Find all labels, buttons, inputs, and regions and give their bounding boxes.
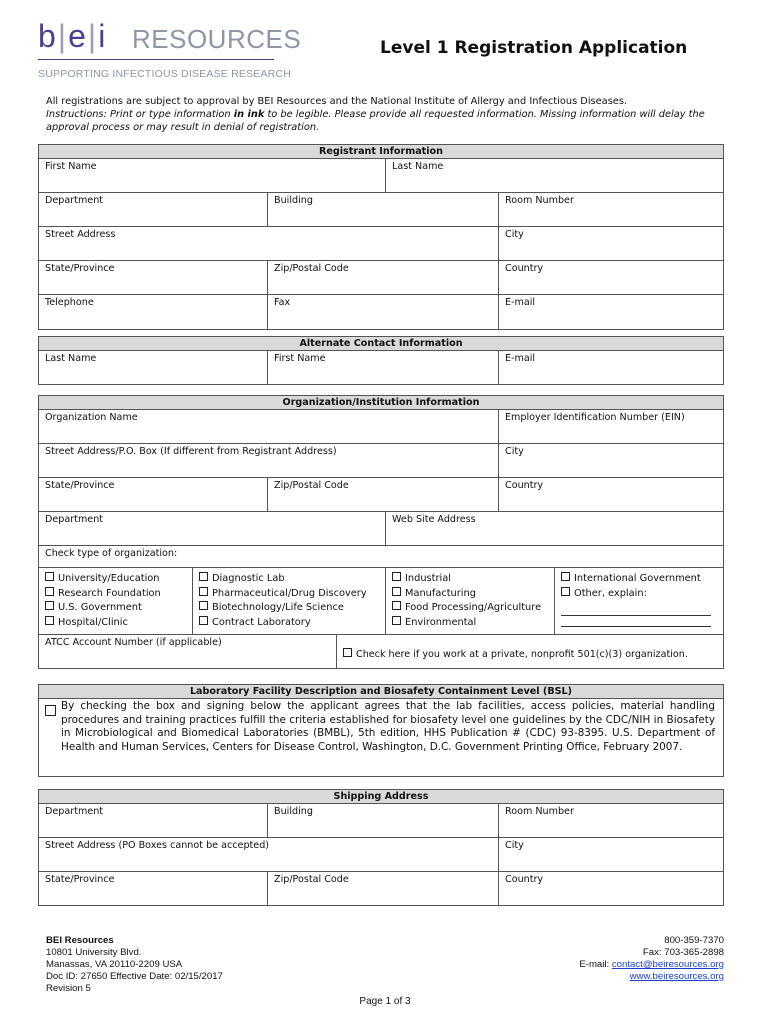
org-country-field[interactable]: Country (505, 480, 544, 491)
page-number: Page 1 of 3 (359, 996, 411, 1007)
ship-department-field[interactable]: Department (39, 804, 268, 837)
section-title: Shipping Address (39, 790, 723, 804)
section-title: Organization/Institution Information (39, 396, 723, 410)
ship-room-field[interactable]: Room Number (505, 806, 574, 817)
fax-field[interactable]: Fax (268, 295, 499, 329)
nonprofit-checkbox[interactable]: Check here if you work at a private, nonprofit 501(c)(3) organization. (336, 634, 723, 668)
email-link[interactable]: contact@beiresources.org (611, 959, 724, 970)
checkbox-hospital[interactable]: Hospital/Clinic (45, 616, 186, 631)
footer-contact: 800-359-7370 Fax: 703-365-2898 E-mail: contact@beiresources.org www.beiresources.org (579, 935, 724, 982)
ship-zip-field[interactable]: Zip/Postal Code (268, 872, 499, 905)
ship-city-field[interactable]: City (505, 840, 524, 851)
ship-state-field[interactable]: State/Province (39, 872, 268, 905)
checkbox-international-government[interactable]: International Government (561, 572, 717, 587)
alternate-contact-section (38, 336, 724, 385)
department-field[interactable]: Department (39, 193, 268, 226)
section-title: Registrant Information (39, 145, 723, 159)
atcc-account-field[interactable]: ATCC Account Number (if applicable) (45, 637, 222, 648)
other-explain-line-2[interactable] (561, 616, 711, 627)
street-address-field[interactable]: Street Address (39, 227, 499, 260)
city-field[interactable]: City (505, 229, 524, 240)
checkbox-pharmaceutical[interactable]: Pharmaceutical/Drug Discovery (199, 587, 379, 602)
website-link[interactable]: www.beiresources.org (629, 971, 724, 982)
check-type-label: Check type of organization: (45, 548, 178, 559)
org-type-column-1 (39, 568, 193, 634)
checkbox-environmental[interactable]: Environmental (392, 616, 548, 631)
checkbox-biotechnology[interactable]: Biotechnology/Life Science (199, 601, 379, 616)
org-city-field[interactable]: City (505, 446, 524, 457)
checkbox-us-government[interactable]: U.S. Government (45, 601, 186, 616)
alt-last-name-field[interactable]: Last Name (39, 351, 268, 384)
logo-bei: b|e|i (38, 18, 107, 54)
checkbox-food-processing[interactable]: Food Processing/Agriculture (392, 601, 548, 616)
org-type-column-4 (555, 568, 723, 634)
lab-facility-section (38, 684, 724, 777)
telephone-field[interactable]: Telephone (39, 295, 268, 329)
checkbox-contract-lab[interactable]: Contract Laboratory (199, 616, 379, 631)
registrant-section (38, 144, 724, 330)
alt-first-name-field[interactable]: First Name (268, 351, 499, 384)
section-title: Alternate Contact Information (39, 337, 723, 351)
logo-divider (38, 59, 274, 60)
zip-field[interactable]: Zip/Postal Code (268, 261, 499, 294)
bsl-agreement-checkbox[interactable] (45, 705, 56, 716)
checkbox-university[interactable]: University/Education (45, 572, 186, 587)
checkbox-manufacturing[interactable]: Manufacturing (392, 587, 548, 602)
bsl-agreement-text: By checking the box and signing below the applicant agrees that the lab facilities, access policies, material handling procedures and training practices fulfill the criteria established for biosafety level one guidelines by the CDC/NIH in Biosafety in Microbiological and Biomedical Laboratories (BMBL), 5th edition, HHS Publication # (CDC) 93-8395. U.S. Department of Health and Human Services, Centers for Disease Control, Washington, D.C. Government Printing Office, February 2007. (61, 700, 715, 754)
section-title: Laboratory Facility Description and Biosafety Containment Level (BSL) (39, 685, 723, 699)
checkbox-diagnostic-lab[interactable]: Diagnostic Lab (199, 572, 379, 587)
intro-text: All registrations are subject to approval by BEI Resources and the National Institute of Allergy and Infectious Diseases. Instructions: Print or type information in ink to be legible. Please provide all requested information. Missing information will delay the approval process or may result in denial of registration. (46, 95, 730, 134)
room-number-field[interactable]: Room Number (505, 195, 574, 206)
logo-tagline: SUPPORTING INFECTIOUS DISEASE RESEARCH (38, 68, 292, 80)
footer-address: BEI Resources 10801 University Blvd. Manassas, VA 20110-2209 USA Doc ID: 27650 Effective Date: 02/15/2017 Revision 5 (46, 935, 223, 994)
last-name-field[interactable]: Last Name (392, 161, 444, 172)
org-name-field[interactable]: Organization Name (39, 410, 499, 443)
organization-section (38, 395, 724, 669)
shipping-section (38, 789, 724, 906)
ship-building-field[interactable]: Building (268, 804, 499, 837)
org-street-field[interactable]: Street Address/P.O. Box (If different from Registrant Address) (39, 444, 499, 477)
checkbox-industrial[interactable]: Industrial (392, 572, 548, 587)
alt-email-field[interactable]: E-mail (505, 353, 536, 364)
ship-street-field[interactable]: Street Address (PO Boxes cannot be accepted) (39, 838, 499, 871)
org-state-field[interactable]: State/Province (39, 478, 268, 511)
state-field[interactable]: State/Province (39, 261, 268, 294)
org-type-column-2 (193, 568, 386, 634)
page-title: Level 1 Registration Application (380, 38, 688, 58)
email-field[interactable]: E-mail (505, 297, 536, 308)
org-type-column-3 (386, 568, 555, 634)
other-explain-line-1[interactable] (561, 601, 711, 616)
ein-field[interactable]: Employer Identification Number (EIN) (505, 412, 685, 423)
org-department-field[interactable]: Department (39, 512, 386, 545)
ship-country-field[interactable]: Country (505, 874, 544, 885)
checkbox-other[interactable]: Other, explain: (561, 587, 717, 602)
building-field[interactable]: Building (268, 193, 499, 226)
checkbox-research-foundation[interactable]: Research Foundation (45, 587, 186, 602)
intro-line: All registrations are subject to approval by BEI Resources and the National Institute of Allergy and Infectious Diseases. (46, 96, 628, 107)
first-name-field[interactable]: First Name (39, 159, 386, 192)
logo-resources: RESOURCES (132, 24, 302, 54)
website-field[interactable]: Web Site Address (392, 514, 476, 525)
org-zip-field[interactable]: Zip/Postal Code (268, 478, 499, 511)
country-field[interactable]: Country (505, 263, 544, 274)
